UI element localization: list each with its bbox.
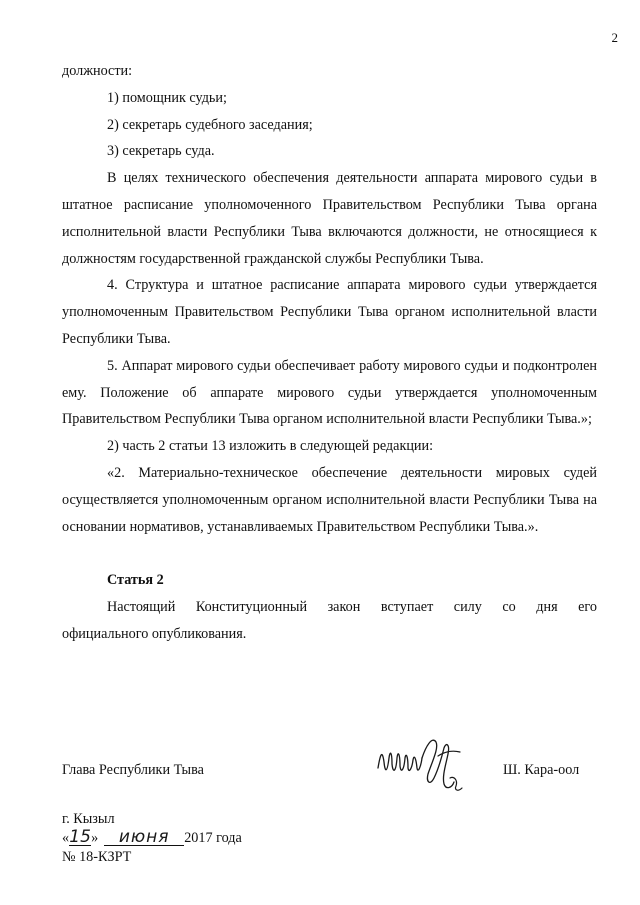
document-footer (62, 810, 242, 867)
paragraph-structure: 4. Структура и штатное расписание аппарата мирового судьи утверждается уполномоченным Правительством Республики Тыва органом исполнительной власти Республики Тыва. (62, 277, 597, 347)
paragraph-continuation: должности: (62, 63, 133, 79)
date-open-quote: « (62, 830, 70, 846)
paragraph-technical-support: В целях технического обеспечения деятельности аппарата мирового судьи в штатное расписание уполномоченного Правительством Республики Тыва органа исполнительной власти Республики Тыва включаются должности, не относящиеся к должностям государственной гражданской службы Республики Тыва. (62, 170, 597, 267)
date-day: 15 (69, 827, 91, 847)
list-item-court-session-secretary: 2) секретарь судебного заседания; (107, 116, 313, 133)
signing-date (62, 829, 242, 848)
signer-title: Глава Республики Тыва (62, 762, 204, 778)
list-item-assistant: 1) помощник судьи; (107, 89, 227, 106)
document-body (62, 58, 597, 648)
list-item-court-secretary: 3) секретарь суда. (107, 143, 215, 160)
signer-name: Ш. Кара-оол (503, 762, 580, 778)
handwritten-signature (372, 728, 472, 798)
page-number: 2 (611, 30, 618, 45)
paragraph-material-support: «2. Материально-техническое обеспечение деятельности мировых судей осуществляется уполномоченным органом исполнительной власти Республики Тыва на основании нормативов, устанавливаемых Правительством Республики Тыва.». (62, 464, 597, 535)
law-number: № 18-КЗРТ (62, 849, 132, 865)
date-month: июня (104, 829, 184, 846)
paragraph-amendment-intro: 2) часть 2 статьи 13 изложить в следующей редакции: (107, 438, 434, 455)
date-year: 2017 года (184, 830, 242, 846)
article-heading: Статья 2 (107, 572, 164, 589)
spacer (62, 540, 597, 567)
article-text-line1: Настоящий Конституционный закон вступает силу со дня его (107, 598, 597, 615)
date-close-quote: » (91, 830, 99, 846)
city: г. Кызыл (62, 811, 115, 827)
article-text-line2: официального опубликования. (62, 625, 247, 642)
paragraph-apparatus: 5. Аппарат мирового судьи обеспечивает работу мирового судьи и подконтролен ему. Положение об аппарате мирового судьи утверждается уполномоченным Правительством Республики Тыва органом исполнительной власти Республики Тыва.»; (62, 357, 597, 428)
